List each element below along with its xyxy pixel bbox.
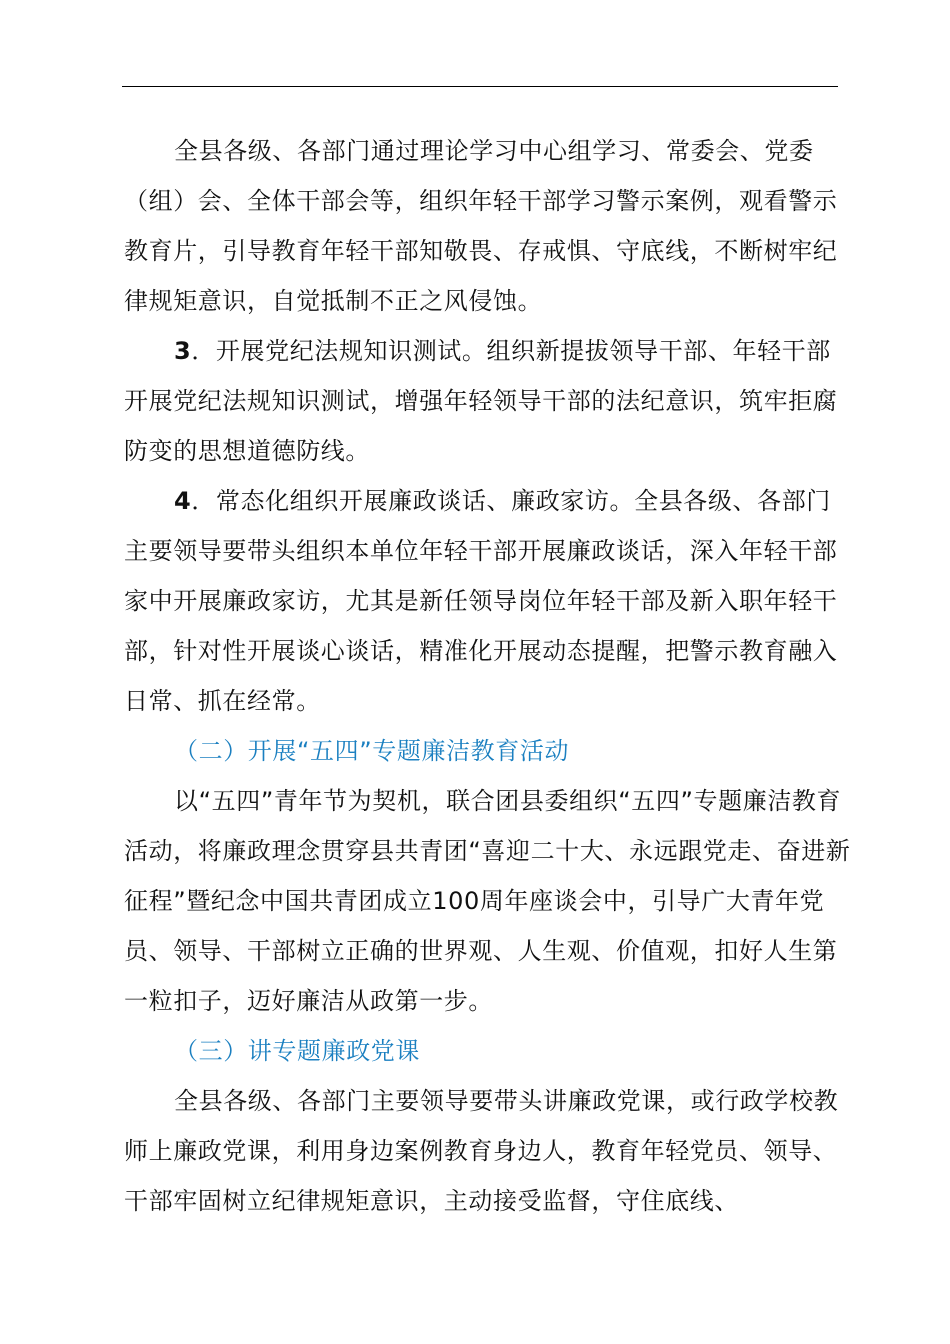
paragraph-item-4 [124, 476, 854, 726]
paragraph-warning-education [124, 126, 854, 326]
section-heading-may-fourth [124, 726, 854, 776]
item-number: 3 [174, 337, 192, 365]
paragraph-text: 全县各级、各部门通过理论学习中心组学习、常委会、党委（组）会、全体干部会等，组织年轻干部学习警示案例，观看警示教育片，引导教育年轻干部知敬畏、存戒惧、守底线，不断树牢纪律规矩意识，自觉抵制不正之风侵蚀。 [124, 137, 838, 315]
item-number: 4 [174, 487, 192, 515]
heading-text: （三）讲专题廉政党课 [174, 1037, 420, 1065]
heading-text: （二）开展“五四”专题廉洁教育活动 [174, 737, 570, 765]
paragraph-may-fourth-activity [124, 776, 854, 1026]
section-heading-party-lecture [124, 1026, 854, 1076]
paragraph-item-3 [124, 326, 854, 476]
header-rule [122, 86, 838, 87]
paragraph-text: 全县各级、各部门主要领导要带头讲廉政党课，或行政学校教师上廉政党课，利用身边案例教育身边人，教育年轻党员、领导、干部牢固树立纪律规矩意识，主动接受监督，守住底线、 [124, 1087, 839, 1215]
paragraph-text: ．常态化组织开展廉政谈话、廉政家访。全县各级、各部门主要领导要带头组织本单位年轻干部开展廉政谈话，深入年轻干部家中开展廉政家访，尤其是新任领导岗位年轻干部及新入职年轻干部，针对性开展谈心谈话，精准化开展动态提醒，把警示教育融入日常、抓在经常。 [124, 487, 838, 715]
document-body [124, 126, 854, 1226]
paragraph-text: 以“五四”青年节为契机，联合团县委组织“五四”专题廉洁教育活动，将廉政理念贯穿县共青团“喜迎二十大、永远跟党走、奋进新征程”暨纪念中国共青团成立100周年座谈会中，引导广大青年党员、领导、干部树立正确的世界观、人生观、价值观，扣好人生第一粒扣子，迈好廉洁从政第一步。 [124, 787, 851, 1015]
paragraph-party-lecture [124, 1076, 854, 1226]
paragraph-text: ．开展党纪法规知识测试。组织新提拔领导干部、年轻干部开展党纪法规知识测试，增强年轻领导干部的法纪意识，筑牢拒腐防变的思想道德防线。 [124, 337, 838, 465]
